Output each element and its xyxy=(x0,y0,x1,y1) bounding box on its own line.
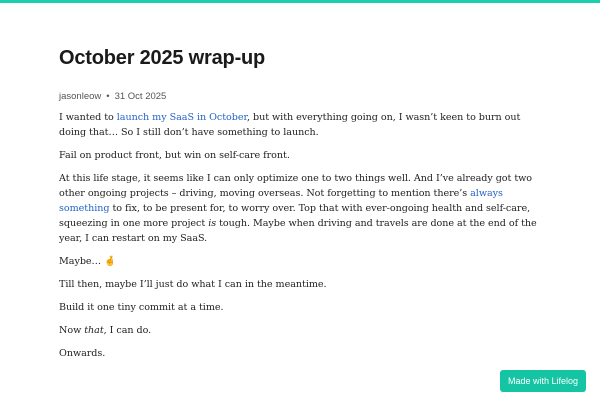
post-body xyxy=(59,110,549,361)
paragraph-8: Onwards. xyxy=(59,348,106,359)
post-date: 31 Oct 2025 xyxy=(114,91,167,102)
paragraph-3: At this life stage, it seems like I can only optimize one to two things well. And I’ve already got two other ongoing projects – driving, moving overseas. Not forgetting to mention there’s always something to fix, to be present for, to worry over. Top that with ever-ongoing health and self-care, squeezing in one more project is tough. Maybe when driving and travels are done at the end of the year, I can restart on my SaaS. xyxy=(59,173,537,244)
paragraph-4: Maybe… 🤞 xyxy=(59,256,116,267)
paragraph-5: Till then, maybe I’ll just do what I can in the meantime. xyxy=(59,279,327,290)
paragraph-1: I wanted to launch my SaaS in October, but with everything going on, I wasn’t keen to burn out doing that… So I still don’t have something to launch. xyxy=(59,112,521,138)
paragraph-7: Now that, I can do. xyxy=(59,325,152,336)
launch-saas-link[interactable]: launch my SaaS in October xyxy=(116,112,247,123)
post-meta xyxy=(59,90,549,104)
blog-post xyxy=(59,44,549,369)
paragraph-2: Fail on product front, but win on self-care front. xyxy=(59,150,290,161)
paragraph-6: Build it one tiny commit at a time. xyxy=(59,302,224,313)
author-link[interactable]: jasonleow xyxy=(59,91,102,102)
top-accent-bar xyxy=(0,0,600,3)
made-with-lifelog-button[interactable]: Made with Lifelog xyxy=(500,370,586,392)
meta-separator: • xyxy=(106,91,110,102)
always-something-link[interactable]: always something xyxy=(59,188,503,214)
post-title: October 2025 wrap-up xyxy=(59,47,266,69)
